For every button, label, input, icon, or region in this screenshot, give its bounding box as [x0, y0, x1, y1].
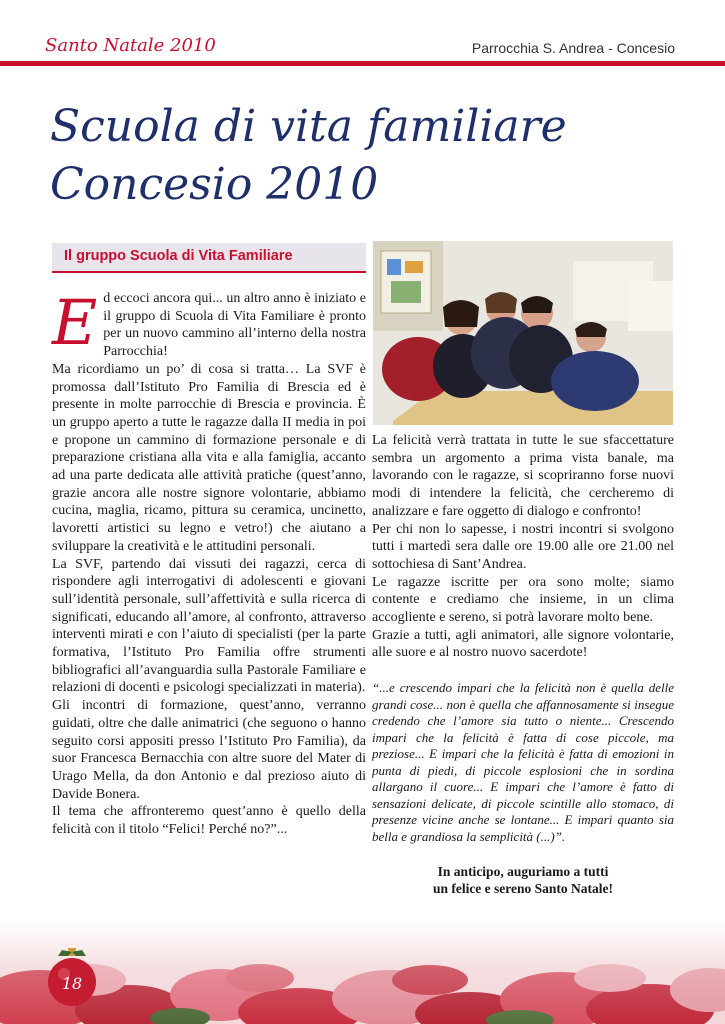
article-title-line1: Scuola di vita familiare — [50, 101, 567, 152]
left-column — [52, 286, 366, 839]
poinsettia-decoration — [0, 920, 725, 1024]
article-title — [50, 98, 690, 214]
paragraph: Grazie a tutti, agli animatori, alle signore volontarie, alle suore e al nostro nuovo sacerdote! — [372, 627, 674, 661]
quote: “...e crescendo impari che la felicità non è quella delle grandi cose... non è quella che affannosamente si insegue credendo che l’amore sia tutto o niente... Crescendo impari che la felicità è fatta di cose piccole, ma preziose... E impari che la felicità è fatta di emozioni in punta di piedi, di piccole esplosioni che in sordina allargano il cuore... E impari che l’amore è fatto di sensazioni delicate, di piccole scintille allo stomaco, di presenze vicine anche se lontane... E impari quanto sia bella e grandiosa la semplicità (...)”. — [372, 680, 674, 844]
page-number: 18 — [61, 974, 83, 993]
paragraph: La SVF, partendo dai vissuti dei ragazzi, cerca di rispondere agli interrogativi di adolescenti e giovani sull’identità personale, sull’affettività e sulla ricerca di significati, educando all’amore, al confronto, attraverso interventi mirati e con l’aiuto di specialisti (per la parte formativa, l’Istituto Pro Familia offre strumenti bibliografici all’avanguardia sulla Pastorale Familiare e relazioni di docenti e psicologi specializzati in materia). — [52, 556, 366, 696]
paragraph: Gli incontri di formazione, quest’anno, verranno guidati, oltre che dalle animatrici (che seguono o hanno seguito corsi appositi presso l’Istituto Pro Familia), da suor Francesca Bernacchia con altre suore del Mater di Urago Mella, da don Antonio e dal prezioso aiuto di Davide Bonera. — [52, 698, 366, 802]
paragraph: Per chi non lo sapesse, i nostri incontri si svolgono tutti i martedì sera dalle ore 19.00 alle ore 21.00 nel sottochiesa di Sant’Andrea. — [372, 521, 674, 572]
header-parish-name: Parrocchia S. Andrea - Concesio — [471, 40, 675, 56]
subtitle-box — [52, 243, 366, 273]
article-title-line2: Concesio 2010 — [50, 159, 379, 210]
drop-cap: E — [52, 286, 98, 359]
header-rule — [0, 61, 725, 66]
article-subtitle: Il gruppo Scuola di Vita Familiare — [64, 248, 293, 264]
paragraph: La felicità verrà trattata in tutte le sue sfaccettature sembra un argomento a prima vista banale, ma lavorando con le ragazze, si scopriranno forse nuovi modi di intendere la felicità, che cercheremo di analizzare e fare oggetto di dialogo e confronto! — [372, 433, 674, 519]
group-photo — [373, 241, 673, 425]
closing-line2: un felice e sereno Santo Natale! — [432, 881, 614, 897]
closing-line1: In anticipo, auguriamo a tutti — [437, 864, 609, 880]
right-column — [372, 432, 674, 897]
paragraph: d eccoci ancora qui... un altro anno è iniziato e il gruppo di Scuola di Vita Familiare è pronto per un nuovo cammino all’interno della nostra Parrocchia! — [103, 291, 366, 360]
page-number-badge — [48, 948, 102, 1008]
closing-greeting — [372, 863, 674, 897]
header-magazine-title: Santo Natale 2010 — [45, 35, 216, 56]
paragraph: Il tema che affronteremo quest’anno è quello della felicità con il titolo “Felici! Perché no?”... — [52, 804, 366, 838]
paragraph: Le ragazze iscritte per ora sono molte; siamo contente e crediamo che insieme, in un clima accogliente e sereno, si potrà lavorare molto bene. — [372, 574, 674, 626]
paragraph: Ma ricordiamo un po’ di cosa si tratta… La SVF è promossa dall’Istituto Pro Familia di Brescia ed è presente in molte parrocchie di Brescia e provincia. È un gruppo aperto a tutte le ragazze dalla II media in poi e propone un cammino di formazione personale e di preparazione cristiana alla vita e alla famiglia, accanto ad una parte dedicata alle attività pratiche (quest’anno, grazie ancora alle nostre signore volontarie, abbiamo cucina, maglia, ricamo, pittura su ceramica, uncinetto, lavoretti artistici su legno e vetro!) che aiutano a sviluppare la creatività e le attitudini personali. — [52, 361, 366, 554]
